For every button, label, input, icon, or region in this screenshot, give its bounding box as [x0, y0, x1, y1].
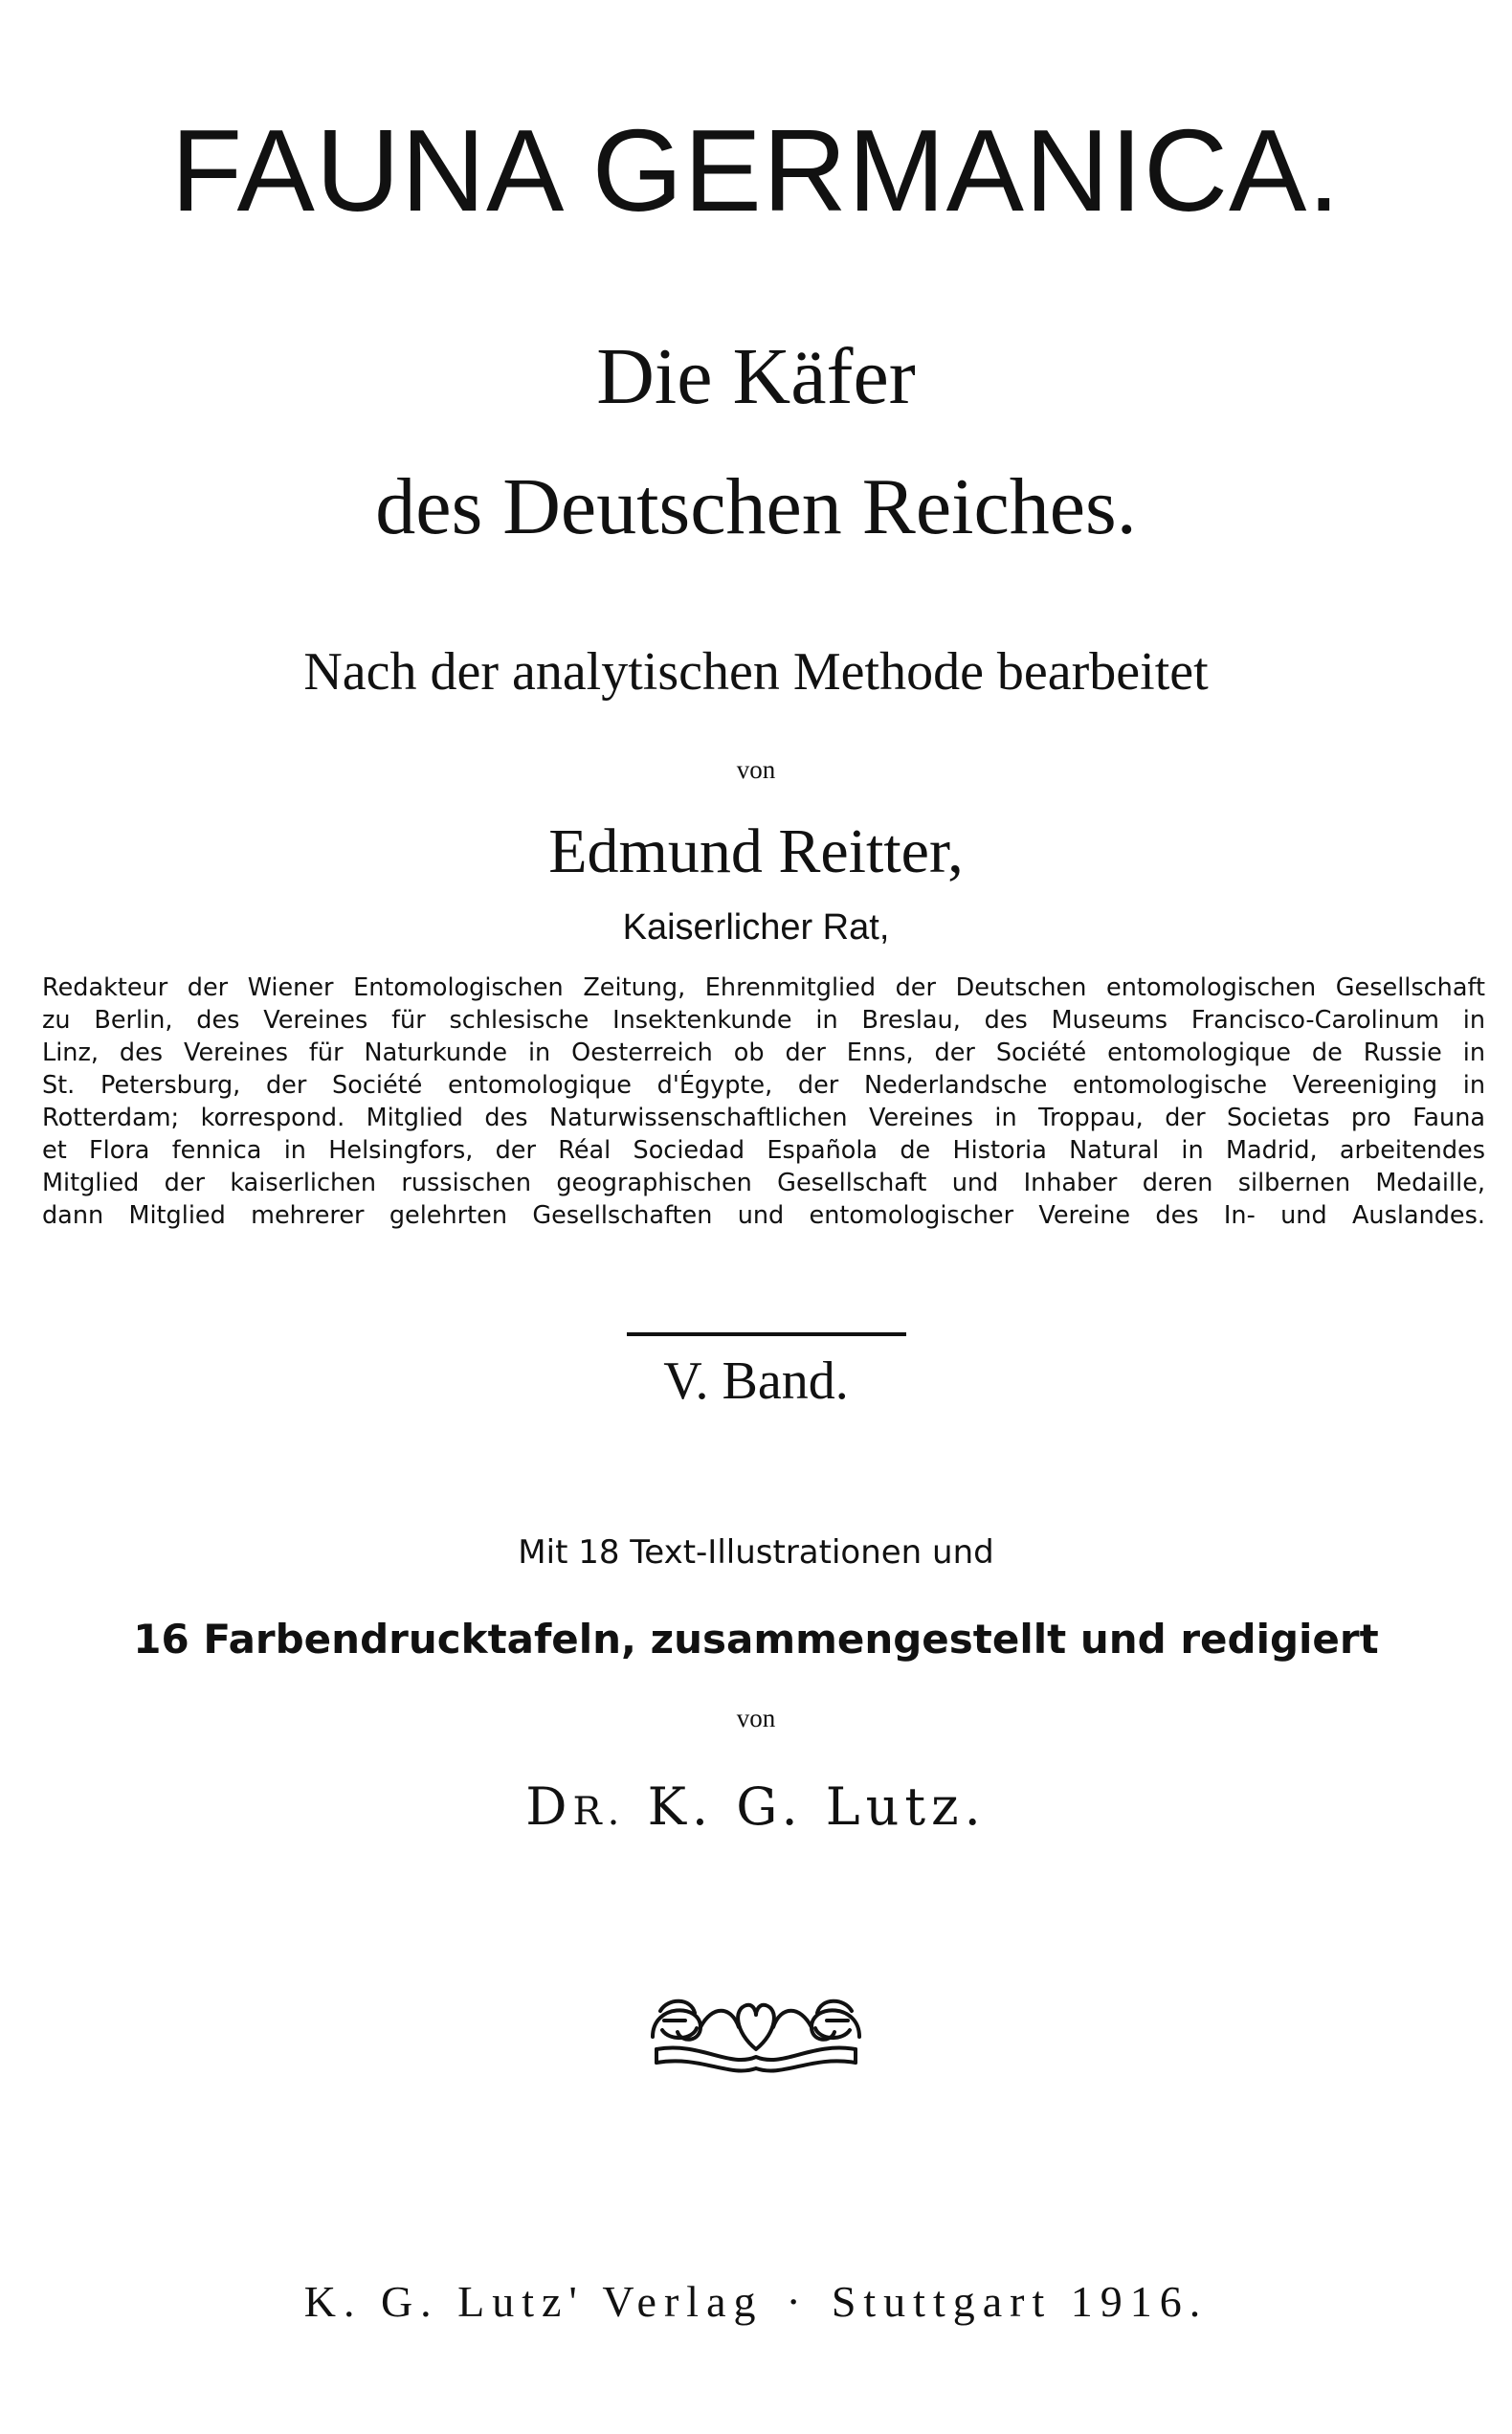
publisher-name: K. G. Lutz' Verlag: [303, 2277, 764, 2326]
credentials-line: Mitglied der kaiserlichen russischen geographischen Gesellschaft und Inhaber deren silbernen Medaille,: [42, 1169, 1485, 1197]
credentials-line: Linz, des Vereines für Naturkunde in Oesterreich ob der Enns, der Société entomologique de Russie in: [42, 1038, 1485, 1067]
credentials-line: dann Mitglied mehrerer gelehrten Gesellschaften und entomologischer Vereine des In- und Auslandes.: [42, 1201, 1485, 1230]
by-label-editor: von: [736, 1704, 776, 1732]
credentials-line: St. Petersburg, der Société entomologique d'Égypte, der Nederlandsche entomologische Vereeniging in: [42, 1071, 1485, 1100]
volume-number: V. Band.: [663, 1351, 849, 1411]
author-name: Edmund Reitter,: [548, 816, 964, 886]
series-title: FAUNA GERMANICA.: [170, 105, 1342, 235]
imprint-separator: ·: [786, 2277, 809, 2326]
editor-name: [0, 1774, 1512, 1845]
credentials-line: zu Berlin, des Vereines für schlesische Insektenkunde in Breslau, des Museums Francisco-Carolinum in: [42, 1006, 1485, 1035]
credentials-line: Rotterdam; korrespond. Mitglied des Naturwissenschaftlichen Vereines in Troppau, der Societas pro Fauna: [42, 1104, 1485, 1132]
illustrations-note-line2: 16 Farbendrucktafeln, zusammengestellt und redigiert: [133, 1616, 1379, 1663]
band-divider: [627, 1332, 906, 1336]
book-title-line1: Die Käfer: [596, 332, 916, 421]
by-label-author: von: [736, 755, 776, 784]
editor-prefix-initial: D: [525, 1776, 573, 1837]
author-title: Kaiserlicher Rat,: [622, 907, 890, 948]
method-statement: Nach der analytischen Methode bearbeitet: [303, 642, 1209, 702]
credentials-line: et Flora fennica in Helsingfors, der Réal Sociedad Española de Historia Natural in Madrid, arbeitendes: [42, 1136, 1485, 1165]
illustrations-note-line1: Mit 18 Text-Illustrationen und: [518, 1533, 994, 1572]
book-title-line2: des Deutschen Reiches.: [375, 462, 1137, 551]
editor-name-text: K. G. Lutz.: [647, 1776, 987, 1837]
publisher-imprint: [0, 2273, 1512, 2331]
publisher-place-year: Stuttgart 1916.: [831, 2277, 1209, 2326]
editor-prefix-rest: R.: [572, 1790, 626, 1834]
credentials-line: Redakteur der Wiener Entomologischen Zeitung, Ehrenmitglied der Deutschen entomologischen Gesellschaft: [42, 973, 1485, 1002]
author-credentials: [42, 971, 1485, 1232]
heart-ornament-icon: [643, 1984, 869, 2080]
